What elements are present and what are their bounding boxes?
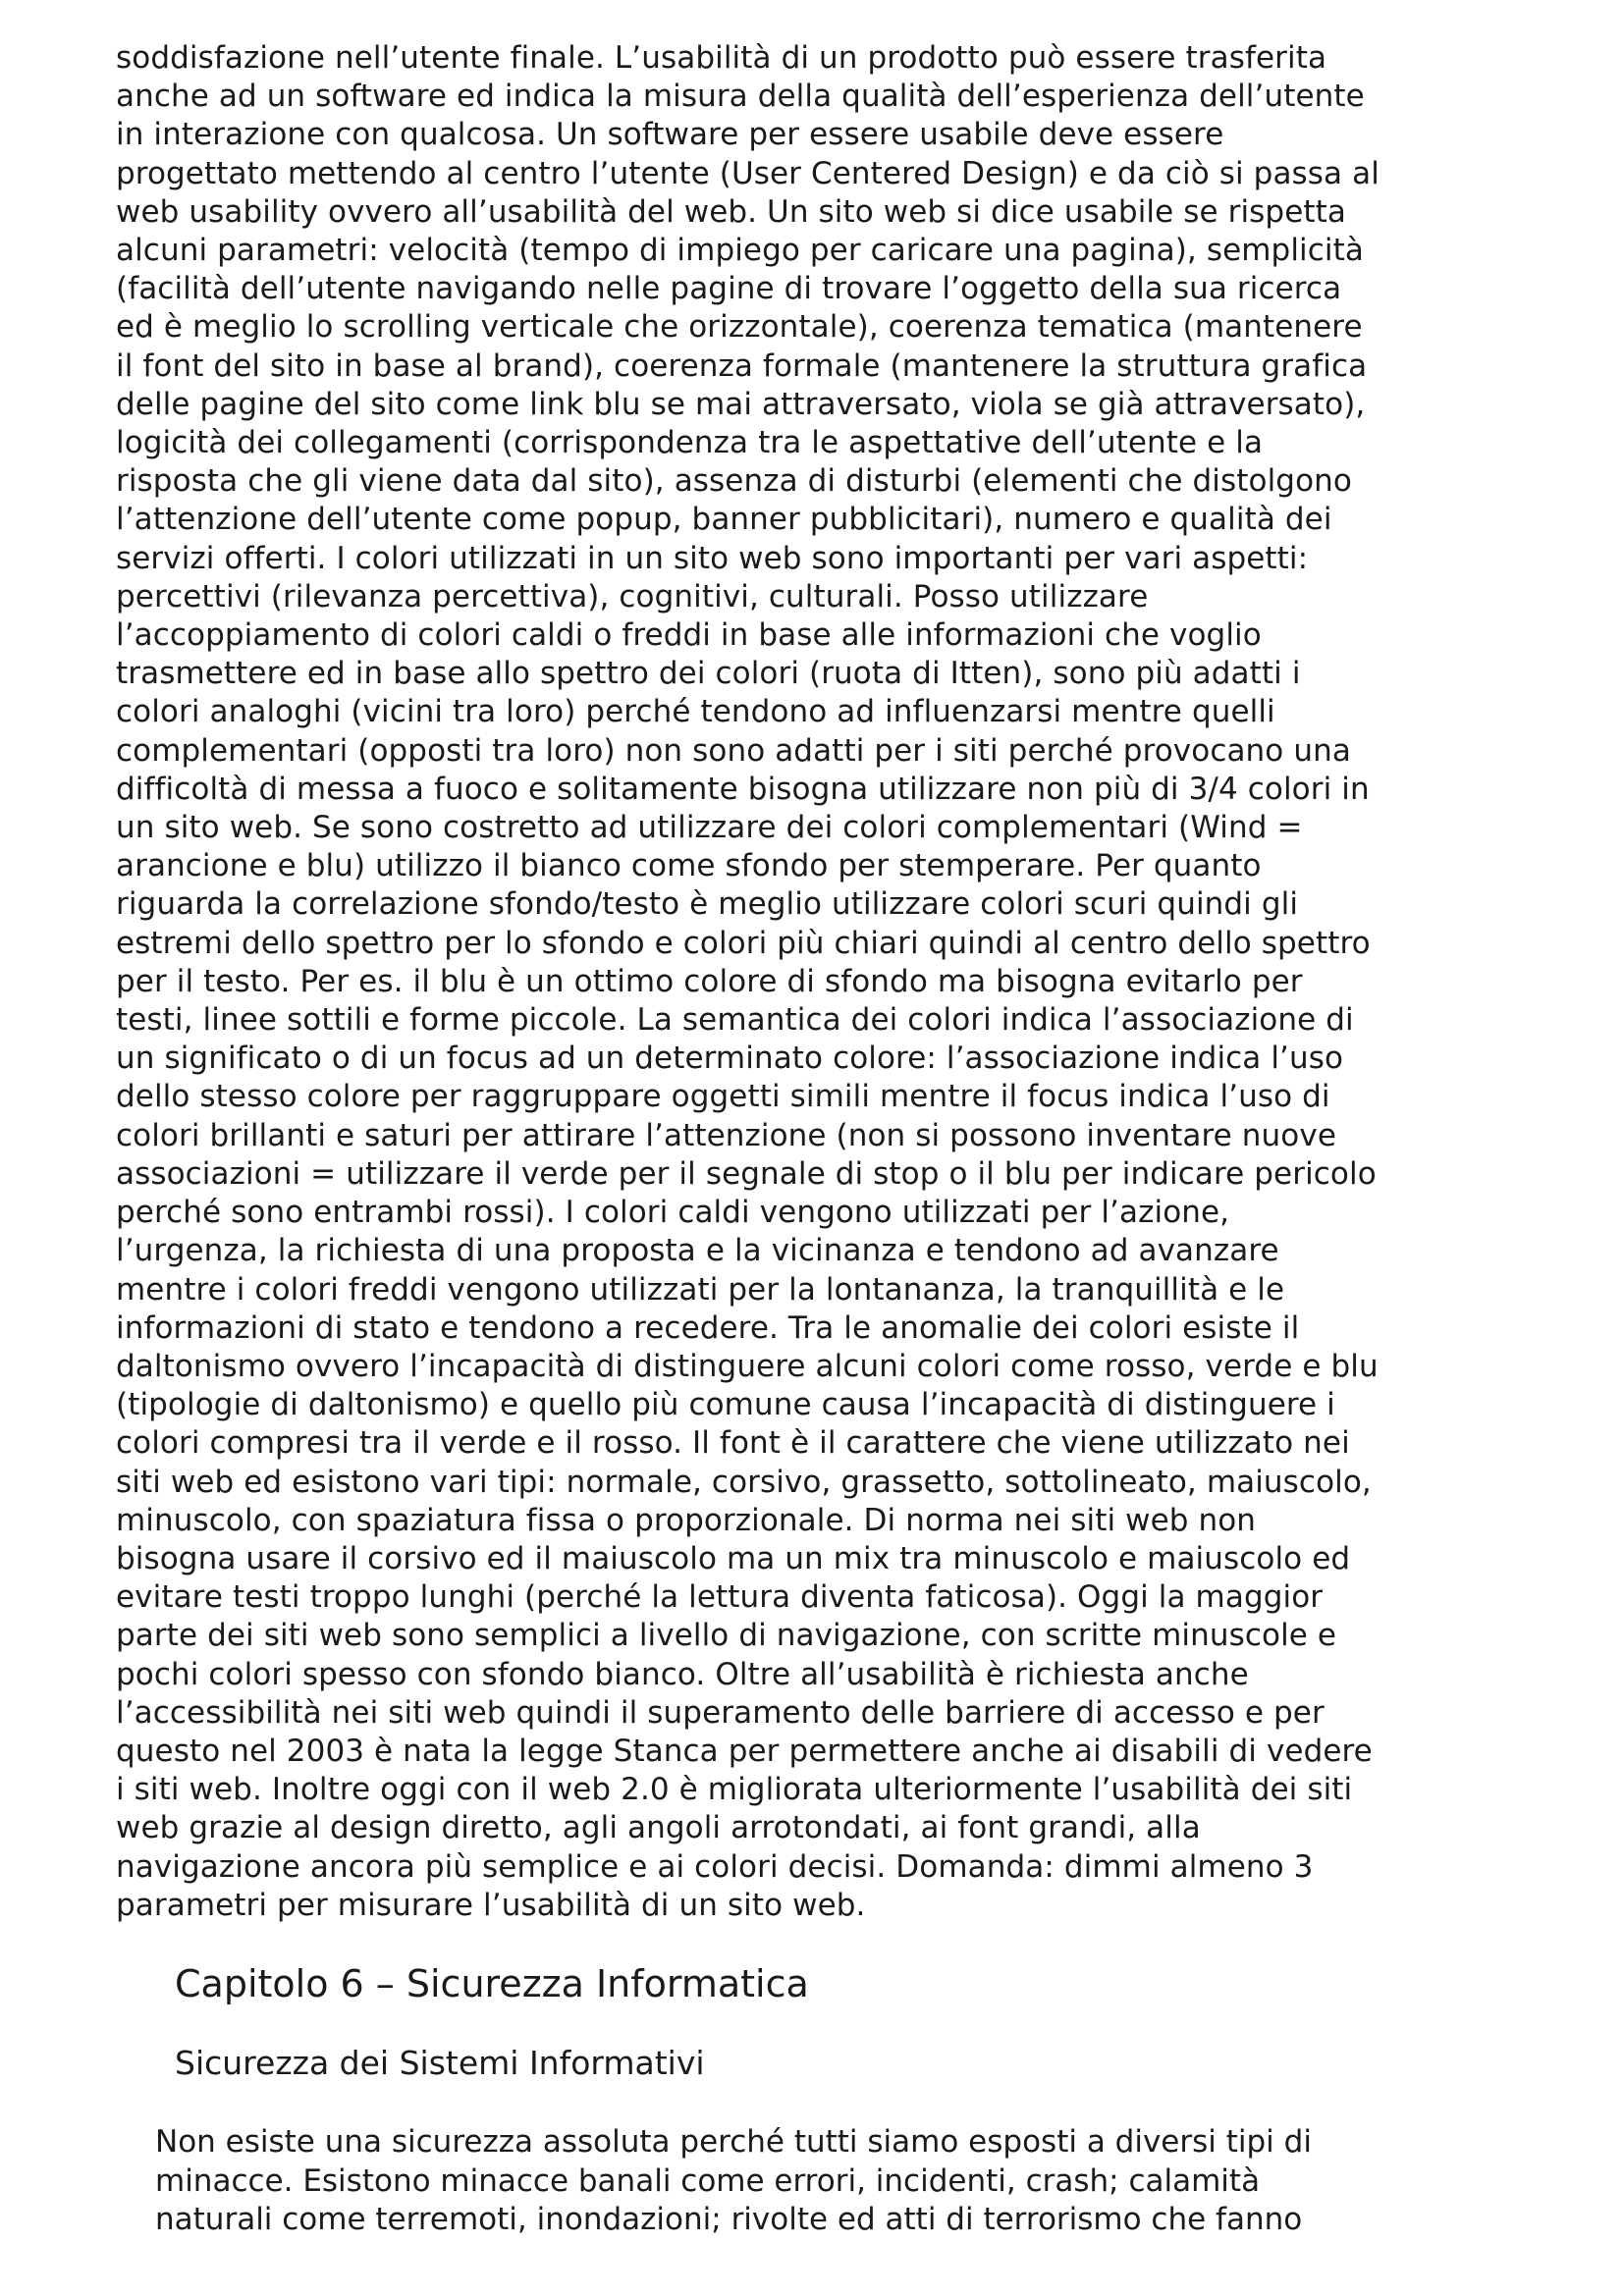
- text-line: un significato o di un focus ad un determinato colore: l’associazione indica l’uso: [116, 1041, 1344, 1077]
- text-line: minacce. Esistono minacce banali come errori, incidenti, crash; calamità: [155, 2163, 1261, 2199]
- text-line: web grazie al design diretto, agli angoli arrotondati, ai font grandi, alla: [116, 1810, 1201, 1846]
- text-line: delle pagine del sito come link blu se mai attraversato, viola se già attraversato),: [116, 386, 1366, 422]
- text-line: naturali come terremoti, inondazioni; rivolte ed atti di terrorismo che fanno: [155, 2202, 1303, 2237]
- text-line: i siti web. Inoltre oggi con il web 2.0 è migliorata ulteriormente l’usabilità dei siti: [116, 1772, 1353, 1808]
- text-line: servizi offerti. I colori utilizzati in un sito web sono importanti per vari aspetti:: [116, 540, 1309, 576]
- text-line: web usability ovvero all’usabilità del web. Un sito web si dice usabile se rispetta: [116, 193, 1346, 230]
- text-line: daltonismo ovvero l’incapacità di distinguere alcuni colori come rosso, verde e blu: [116, 1348, 1379, 1384]
- text-line: il font del sito in base al brand), coerenza formale (mantenere la struttura grafica: [116, 347, 1368, 384]
- body-paragraph-security: [155, 2123, 1530, 2240]
- text-line: testi, linee sottili e forme piccole. La semantica dei colori indica l’associazione di: [116, 1002, 1354, 1039]
- chapter-title: Capitolo 6 – Sicurezza Informatica: [175, 1962, 809, 2005]
- text-line: Non esiste una sicurezza assoluta perché tutti siamo esposti a diversi tipi di: [155, 2124, 1312, 2160]
- text-line: arancione e blu) utilizzo il bianco come sfondo per stemperare. Per quanto: [116, 848, 1262, 884]
- text-line: risposta che gli viene data dal sito), assenza di disturbi (elementi che distolgono: [116, 463, 1352, 500]
- text-line: bisogna usare il corsivo ed il maiuscolo ma un mix tra minuscolo e maiuscolo ed: [116, 1540, 1351, 1576]
- text-line: navigazione ancora più semplice e ai colori decisi. Domanda: dimmi almeno 3: [116, 1848, 1314, 1885]
- text-line: parametri per misurare l’usabilità di un sito web.: [116, 1887, 866, 1923]
- section-title: Sicurezza dei Sistemi Informativi: [175, 2044, 705, 2082]
- text-line: l’accoppiamento di colori caldi o freddi in base alle informazioni che voglio: [116, 617, 1262, 654]
- text-line: associazioni = utilizzare il verde per il segnale di stop o il blu per indicare pericolo: [116, 1155, 1377, 1192]
- text-line: riguarda la correlazione sfondo/testo è meglio utilizzare colori scuri quindi gli: [116, 886, 1299, 923]
- text-line: questo nel 2003 è nata la legge Stanca per permettere anche ai disabili di vedere: [116, 1733, 1373, 1769]
- text-line: colori brillanti e saturi per attirare l’attenzione (non si possono inventare nuove: [116, 1117, 1336, 1153]
- text-line: siti web ed esistono vari tipi: normale, corsivo, grassetto, sottolineato, maiuscolo,: [116, 1464, 1372, 1500]
- text-line: dello stesso colore per raggruppare oggetti simili mentre il focus indica l’uso di: [116, 1079, 1330, 1115]
- body-paragraph-usability: [116, 39, 1490, 1925]
- text-line: minuscolo, con spaziatura fissa o proporzionale. Di norma nei siti web non: [116, 1502, 1257, 1538]
- text-line: trasmettere ed in base allo spettro dei colori (ruota di Itten), sono più adatti i: [116, 656, 1301, 692]
- text-line: (facilità dell’utente navigando nelle pagine di trovare l’oggetto della sua ricerca: [116, 271, 1342, 307]
- text-line: ed è meglio lo scrolling verticale che orizzontale), coerenza tematica (mantenere: [116, 309, 1363, 346]
- text-line: anche ad un software ed indica la misura della qualità dell’esperienza dell’utente: [116, 79, 1365, 115]
- text-line: pochi colori spesso con sfondo bianco. Oltre all’usabilità è richiesta anche: [116, 1656, 1249, 1692]
- text-line: progettato mettendo al centro l’utente (User Centered Design) e da ciò si passa al: [116, 155, 1380, 191]
- text-line: colori compresi tra il verde e il rosso. Il font è il carattere che viene utilizzato nei: [116, 1425, 1350, 1462]
- text-line: complementari (opposti tra loro) non sono adatti per i siti perché provocano una: [116, 732, 1351, 769]
- text-line: informazioni di stato e tendono a recedere. Tra le anomalie dei colori esiste il: [116, 1309, 1300, 1346]
- text-line: un sito web. Se sono costretto ad utilizzare dei colori complementari (Wind =: [116, 810, 1303, 846]
- text-line: soddisfazione nell’utente finale. L’usabilità di un prodotto può essere trasferita: [116, 40, 1327, 76]
- text-line: l’attenzione dell’utente come popup, banner pubblicitari), numero e qualità dei: [116, 502, 1332, 538]
- text-line: estremi dello spettro per lo sfondo e colori più chiari quindi al centro dello spettro: [116, 925, 1371, 961]
- text-line: logicità dei collegamenti (corrispondenza tra le aspettative dell’utente e la: [116, 425, 1264, 461]
- text-line: (tipologie di daltonismo) e quello più comune causa l’incapacità di distinguere i: [116, 1387, 1335, 1423]
- text-line: perché sono entrambi rossi). I colori caldi vengono utilizzati per l’azione,: [116, 1195, 1230, 1231]
- text-line: difficoltà di messa a fuoco e solitamente bisogna utilizzare non più di 3/4 colori in: [116, 771, 1370, 807]
- text-line: alcuni parametri: velocità (tempo di impiego per caricare una pagina), semplicità: [116, 233, 1364, 269]
- text-line: l’accessibilità nei siti web quindi il superamento delle barriere di accesso e per: [116, 1694, 1325, 1731]
- text-line: mentre i colori freddi vengono utilizzati per la lontananza, la tranquillità e le: [116, 1271, 1285, 1308]
- text-line: l’urgenza, la richiesta di una proposta e la vicinanza e tendono ad avanzare: [116, 1233, 1279, 1269]
- text-line: parte dei siti web sono semplici a livello di navigazione, con scritte minuscole e: [116, 1618, 1337, 1654]
- text-line: percettivi (rilevanza percettiva), cognitivi, culturali. Posso utilizzare: [116, 578, 1149, 614]
- text-line: in interazione con qualcosa. Un software per essere usabile deve essere: [116, 117, 1224, 153]
- text-line: per il testo. Per es. il blu è un ottimo colore di sfondo ma bisogna evitarlo per: [116, 963, 1303, 999]
- text-line: colori analoghi (vicini tra loro) perché tendono ad influenzarsi mentre quelli: [116, 694, 1275, 730]
- text-line: evitare testi troppo lunghi (perché la lettura diventa faticosa). Oggi la maggior: [116, 1579, 1324, 1616]
